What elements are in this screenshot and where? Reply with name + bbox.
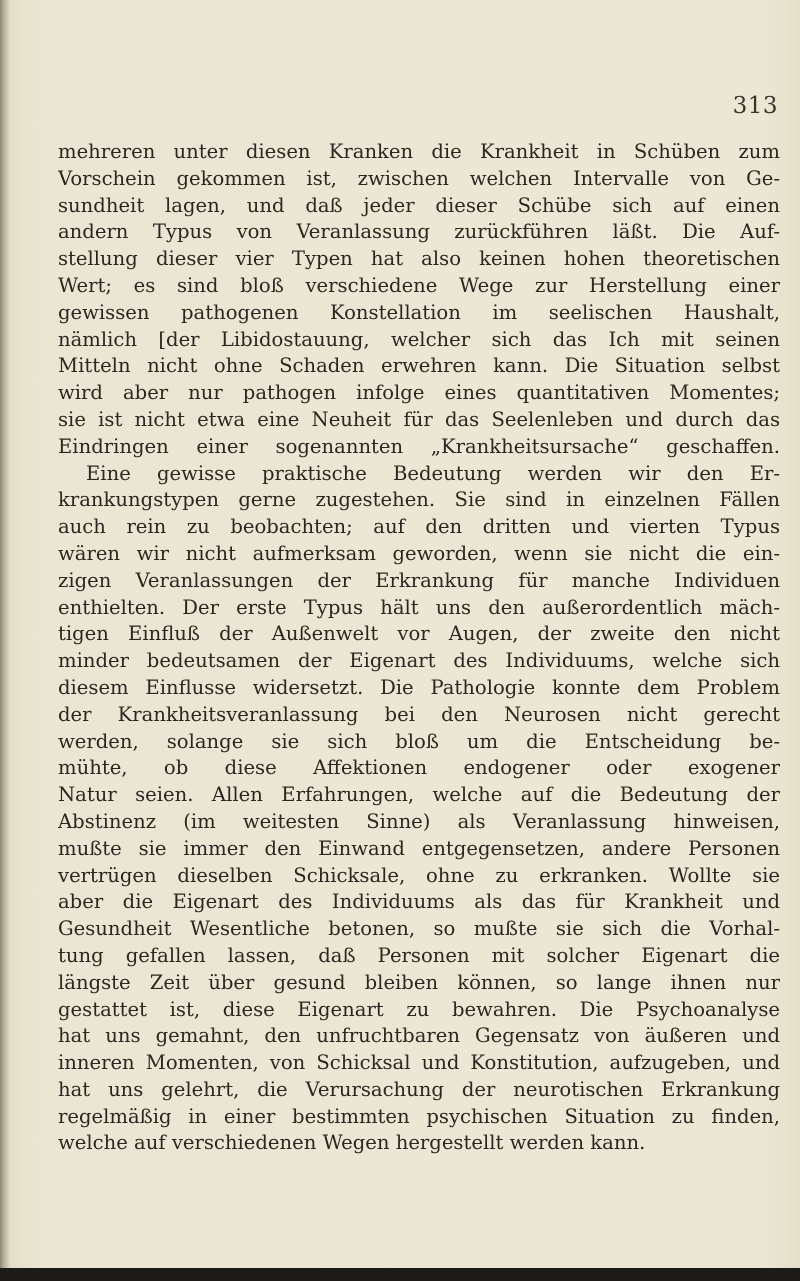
text-line: hat uns gelehrt, die Verursachung der neurotischen Erkrankung: [58, 1077, 780, 1101]
text-line: mehreren unter diesen Kranken die Krankheit in Schüben zum: [58, 140, 780, 163]
text-line: nämlich [der Libidostauung, welcher sich das Ich mit seinen: [58, 327, 780, 351]
text-line: Eindringen einer sogenannten „Krankheitsursache“ geschaffen.: [58, 434, 780, 458]
text-line: andern Typus von Veranlassung zurückführen läßt. Die Auf-: [58, 220, 780, 244]
text-line: minder bedeutsamen der Eigenart des Individuums, welche sich: [58, 649, 780, 673]
text-line: enthielten. Der erste Typus hält uns den außerordentlich mäch-: [58, 595, 780, 619]
text-line: Gesundheit Wesentliche betonen, so mußte sie sich die Vorhal-: [58, 917, 780, 941]
text-line: Wert; es sind bloß verschiedene Wege zur Herstellung einer: [58, 273, 780, 297]
text-line-last: welche auf verschiedenen Wegen hergestellt werden kann.: [58, 1131, 646, 1155]
text-line: tung gefallen lassen, daß Personen mit solcher Eigenart die: [58, 943, 780, 967]
text-line: werden, solange sie sich bloß um die Entscheidung be-: [58, 729, 780, 753]
text-line: Natur seien. Allen Erfahrungen, welche auf die Bedeutung der: [58, 783, 780, 807]
text-line: Vorschein gekommen ist, zwischen welchen Intervalle von Ge-: [58, 166, 780, 190]
binding-shadow: [0, 0, 10, 1281]
text-line: wären wir nicht aufmerksam geworden, wenn sie nicht die ein-: [58, 541, 780, 565]
text-line: Abstinenz (im weitesten Sinne) als Veranlassung hinweisen,: [58, 809, 780, 833]
text-line: der Krankheitsveranlassung bei den Neurosen nicht gerecht: [58, 702, 780, 726]
text-line: gestattet ist, diese Eigenart zu bewahren. Die Psychoanalyse: [58, 997, 780, 1021]
text-line: hat uns gemahnt, den unfruchtbaren Gegensatz von äußeren und: [58, 1024, 780, 1048]
text-line: stellung dieser vier Typen hat also keinen hohen theoretischen: [58, 247, 780, 271]
text-line: vertrügen dieselben Schicksale, ohne zu erkranken. Wollte sie: [58, 863, 780, 887]
text-line: aber die Eigenart des Individuums als das für Krankheit und: [58, 890, 780, 914]
text-line: diesem Einflusse widersetzt. Die Pathologie konnte dem Problem: [58, 675, 780, 699]
text-line: gewissen pathogenen Konstellation im seelischen Haushalt,: [58, 300, 780, 324]
scan-bottom-edge: [0, 1268, 800, 1281]
text-line: längste Zeit über gesund bleiben können, so lange ihnen nur: [58, 970, 780, 994]
text-line: Mitteln nicht ohne Schaden erwehren kann. Die Situation selbst: [58, 354, 780, 378]
text-line: wird aber nur pathogen infolge eines quantitativen Momentes;: [58, 381, 780, 405]
text-line: tigen Einfluß der Außenwelt vor Augen, der zweite den nicht: [58, 622, 780, 646]
text-line: sundheit lagen, und daß jeder dieser Schübe sich auf einen: [58, 193, 780, 217]
text-line: mühte, ob diese Affektionen endogener oder exogener: [58, 756, 780, 780]
text-line: sie ist nicht etwa eine Neuheit für das Seelenleben und durch das: [58, 407, 780, 431]
text-line: auch rein zu beobachten; auf den dritten und vierten Typus: [58, 515, 780, 539]
text-line: Eine gewisse praktische Bedeutung werden wir den Er-: [86, 461, 780, 485]
page-number: 313: [732, 93, 778, 119]
body-text: [58, 139, 780, 1157]
text-line: inneren Momenten, von Schicksal und Konstitution, aufzugeben, und: [58, 1051, 780, 1075]
text-line: zigen Veranlassungen der Erkrankung für manche Individuen: [58, 568, 780, 592]
text-line: krankungstypen gerne zugestehen. Sie sind in einzelnen Fällen: [58, 488, 780, 512]
text-line: regelmäßig in einer bestimmten psychischen Situation zu finden,: [58, 1104, 780, 1128]
text-line: mußte sie immer den Einwand entgegensetzen, andere Personen: [58, 836, 780, 860]
